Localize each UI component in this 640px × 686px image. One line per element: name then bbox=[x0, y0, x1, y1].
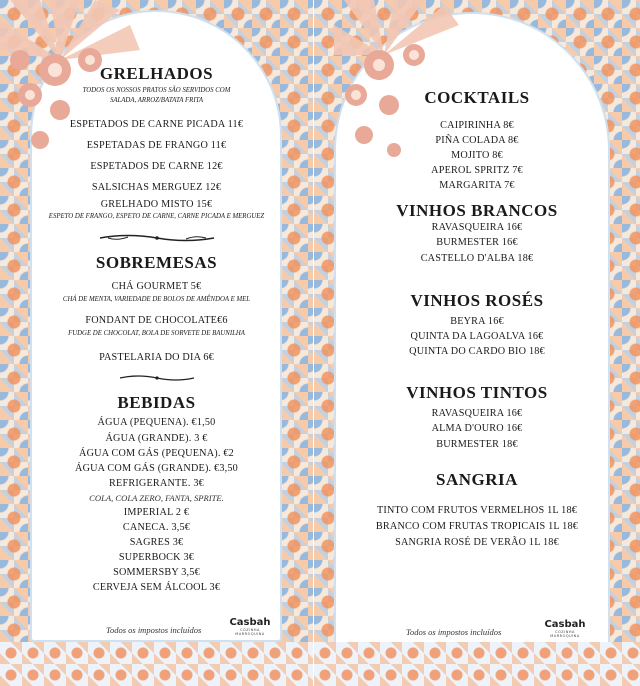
fondant-description: FUDGE DE CHOCOLAT, BOLA DE SORVETE DE BAUNILHA bbox=[68, 330, 245, 337]
menu-item: ALMA D'OURO 16€ bbox=[431, 423, 523, 434]
tile-border-bottom bbox=[314, 642, 640, 686]
section-title-cocktails: COCKTAILS bbox=[424, 88, 530, 107]
section-title-sobremesas: SOBREMESAS bbox=[95, 253, 218, 272]
menu-item: GRELHADO MISTO 15€ bbox=[100, 199, 213, 210]
ornament-divider-icon bbox=[118, 372, 196, 384]
menu-item: BURMESTER 18€ bbox=[436, 439, 518, 450]
menu-item: CAIPIRINHA 8€ bbox=[440, 120, 514, 131]
menu-item: SANGRIA ROSÉ DE VERÃO 1L 18€ bbox=[395, 537, 559, 548]
casbah-logo bbox=[540, 619, 590, 638]
menu-item: PIÑA COLADA 8€ bbox=[435, 135, 519, 146]
menu-item: CANECA. 3,5€ bbox=[122, 522, 191, 533]
section-title-sangria: SANGRIA bbox=[436, 470, 518, 489]
menu-item: TINTO COM FRUTOS VERMELHOS 1L 18€ bbox=[376, 505, 578, 516]
tile-border-bottom bbox=[0, 642, 313, 686]
menu-item: MOJITO 8€ bbox=[451, 150, 503, 161]
menu-item: ÁGUA COM GÁS (PEQUENA). €2 bbox=[79, 448, 234, 459]
menu-item: SUPERBOCK 3€ bbox=[118, 552, 195, 563]
misto-description: ESPETO DE FRANGO, ESPETO DE CARNE, CARNE PICADA E MERGUEZ bbox=[48, 213, 265, 220]
menu-page-left bbox=[0, 0, 313, 686]
menu-item: ESPETADAS DE FRANGO 11€ bbox=[86, 140, 227, 151]
cha-description: CHÁ DE MENTA, VARIEDADE DE BOLOS DE AMÊNDOA E MEL bbox=[62, 296, 251, 303]
section-title-bebidas: BEBIDAS bbox=[117, 393, 196, 412]
section-title-vinhos-roses: VINHOS ROSÉS bbox=[410, 291, 544, 310]
menu-item: ÁGUA (PEQUENA). €1,50 bbox=[97, 417, 216, 428]
menu-item: CERVEJA SEM ÁLCOOL 3€ bbox=[92, 582, 221, 593]
logo-name: Casbah bbox=[229, 617, 271, 628]
menu-item: MARGARITA 7€ bbox=[439, 180, 515, 191]
menu-item: PASTELARIA DO DIA 6€ bbox=[99, 352, 214, 363]
menu-item: QUINTA DO CARDO BIO 18€ bbox=[409, 346, 545, 357]
menu-item: RAVASQUEIRA 16€ bbox=[431, 408, 523, 419]
menu-item: BRANCO COM FRUTAS TROPICAIS 1L 18€ bbox=[375, 521, 579, 532]
menu-item: QUINTA DA LAGOALVA 16€ bbox=[410, 331, 544, 342]
menu-item: ÁGUA COM GÁS (GRANDE). €3,50 bbox=[75, 463, 238, 474]
menu-item: ÁGUA (GRANDE). 3 € bbox=[105, 433, 208, 444]
grelhados-note-line1: TODOS OS NOSSOS PRATOS SÃO SERVIDOS COM bbox=[82, 87, 231, 94]
refrigerante-note: COLA, COLA ZERO, FANTA, SPRITE. bbox=[89, 493, 224, 503]
grelhados-note-line2: SALADA, ARROZ/BATATA FRITA bbox=[109, 97, 204, 104]
ornament-divider-icon bbox=[98, 231, 216, 245]
section-title-vinhos-brancos: VINHOS BRANCOS bbox=[396, 201, 558, 220]
menu-item: ESPETADOS DE CARNE 12€ bbox=[90, 161, 223, 172]
menu-item: APEROL SPRITZ 7€ bbox=[431, 165, 523, 176]
section-title-vinhos-tintos: VINHOS TINTOS bbox=[406, 383, 548, 402]
menu-page-right bbox=[314, 0, 640, 686]
menu-item: SOMMERSBY 3,5€ bbox=[113, 567, 200, 578]
menu-item: RAVASQUEIRA 16€ bbox=[431, 222, 523, 233]
menu-item: ESPETADOS DE CARNE PICADA 11€ bbox=[69, 119, 244, 130]
logo-subtitle: COZINHA MARROQUINA bbox=[235, 628, 265, 636]
logo-name: Casbah bbox=[544, 619, 586, 630]
menu-item: BEYRA 16€ bbox=[450, 316, 504, 327]
tax-footer: Todos os impostos incluídos bbox=[106, 625, 202, 635]
logo-subtitle: COZINHA MARROQUINA bbox=[550, 630, 580, 638]
menu-item: SAGRES 3€ bbox=[129, 537, 184, 548]
menu-item: CHÁ GOURMET 5€ bbox=[111, 281, 202, 292]
menu-item: CASTELLO D'ALBA 18€ bbox=[420, 253, 534, 264]
menu-item: BURMESTER 16€ bbox=[436, 237, 518, 248]
menu-item: SALSICHAS MERGUEZ 12€ bbox=[91, 182, 222, 193]
menu-item: REFRIGERANTE. 3€ bbox=[109, 478, 204, 489]
tax-footer: Todos os impostos incluídos bbox=[406, 627, 502, 637]
menu-item: IMPERIAL 2 € bbox=[123, 507, 190, 518]
section-title-grelhados: GRELHADOS bbox=[99, 64, 214, 83]
menu-item: FONDANT DE CHOCOLATE€6 bbox=[85, 315, 228, 326]
casbah-logo bbox=[226, 617, 274, 636]
